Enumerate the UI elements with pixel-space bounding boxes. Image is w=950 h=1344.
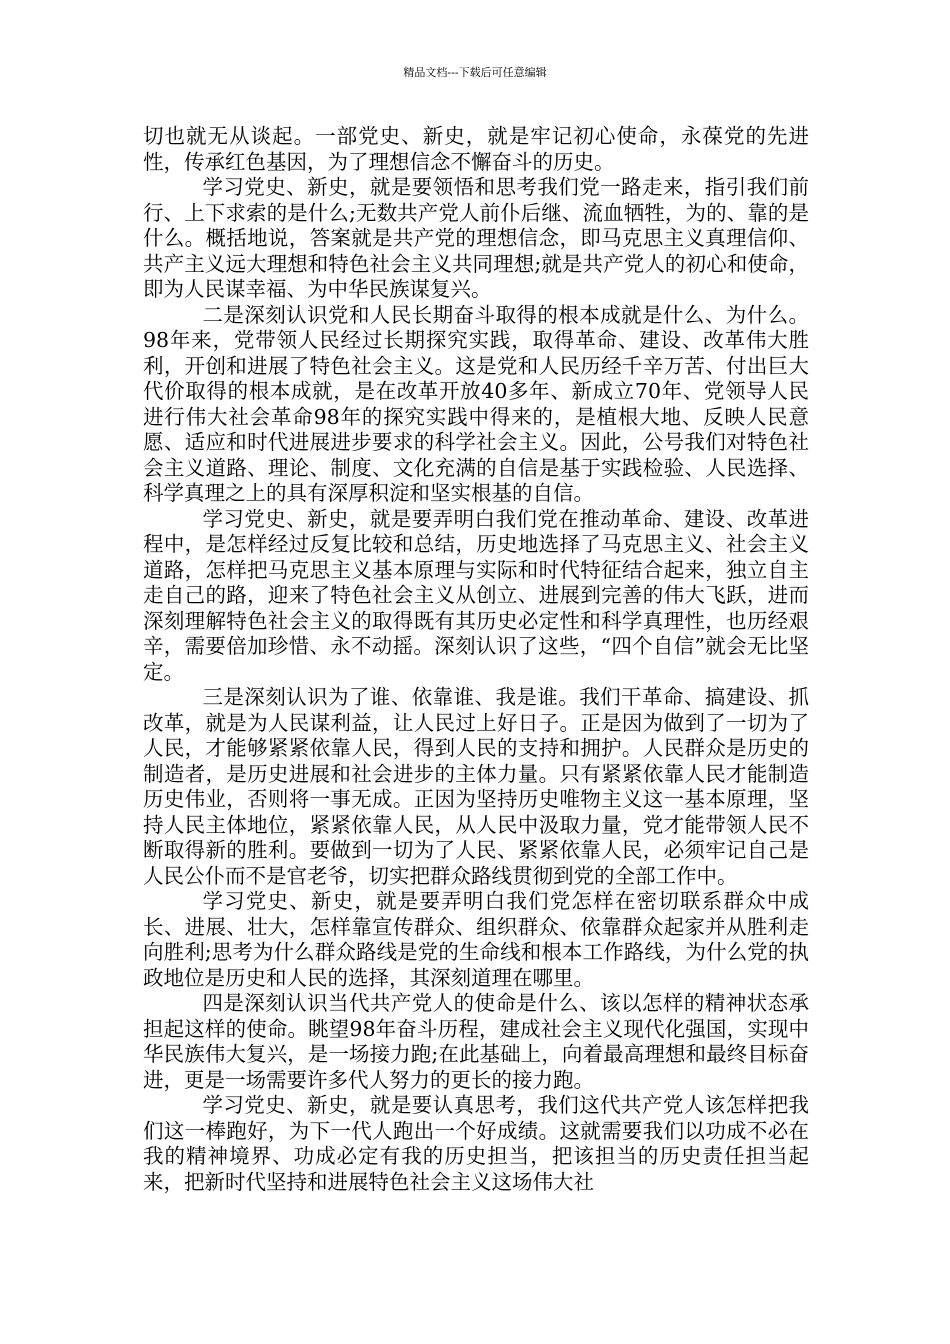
page-header: 精品文档---下载后可任意编辑 (403, 66, 547, 79)
paragraph-6: 学习党史、新史，就是要弄明白我们党怎样在密切联系群众中成长、进展、壮大，怎样靠宣传群众、组织群众、依靠群众起家并从胜利走向胜利;思考为什么群众路线是党的生命线和根本工作路线，为什么党的执政地位是历史和人民的选择，其深刻道理在哪里。 (143, 889, 809, 990)
paragraph-2: 学习党史、新史，就是要领悟和思考我们党一路走来，指引我们前行、上下求索的是什么;无数共产党人前仆后继、流血牺牲，为的、靠的是什么。概括地说，答案就是共产党的理想信念，即马克思主义真理信仰、共产主义远大理想和特色社会主义共同理想;就是共产党人的初心和使命，即为人民谋幸福、为中华民族谋复兴。 (143, 175, 809, 301)
paragraph-3: 二是深刻认识党和人民长期奋斗取得的根本成就是什么、为什么。98年来，党带领人民经过长期探究实践，取得革命、建设、改革伟大胜利，开创和进展了特色社会主义。这是党和人民历经千辛万苦、付出巨大代价取得的根本成就，是在改革开放40多年、新成立70年、党领导人民进行伟大社会革命98年的探究实践中得来的，是植根大地、反映人民意愿、适应和时代进展进步要求的科学社会主义。因此，公号我们对特色社会主义道路、理论、制度、文化充满的自信是基于实践检验、人民选择、科学真理之上的具有深厚积淀和坚实根基的自信。 (143, 302, 809, 505)
paragraph-1: 切也就无从谈起。一部党史、新史，就是牢记初心使命，永葆党的先进性，传承红色基因，为了理想信念不懈奋斗的历史。 (143, 124, 809, 174)
paragraph-4: 学习党史、新史，就是要弄明白我们党在推动革命、建设、改革进程中，是怎样经过反复比较和总结，历史地选择了马克思主义、社会主义道路，怎样把马克思主义基本原理与实际和时代特征结合起来，独立自主走自己的路，迎来了特色社会主义从创立、进展到完善的伟大飞跃，进而深刻理解特色社会主义的取得既有其历史必定性和科学真理性，也历经艰辛，需要倍加珍惜、永不动摇。深刻认识了这些，“四个自信”就会无比坚定。 (143, 506, 809, 684)
paragraph-8: 学习党史、新史，就是要认真思考，我们这代共产党人该怎样把我们这一棒跑好，为下一代人跑出一个好成绩。这就需要我们以功成不必在我的精神境界、功成必定有我的历史担当，把该担当的历史责任担当起来，把新时代坚持和进展特色社会主义这场伟大社 (143, 1093, 809, 1194)
paragraph-5: 三是深刻认识为了谁、依靠谁、我是谁。我们干革命、搞建设、抓改革，就是为人民谋利益，让人民过上好日子。正是因为做到了一切为了人民，才能够紧紧依靠人民，得到人民的支持和拥护。人民群众是历史的制造者，是历史进展和社会进步的主体力量。只有紧紧依靠人民才能制造历史伟业，否则将一事无成。正因为坚持历史唯物主义这一基本原理，坚持人民主体地位，紧紧依靠人民，从人民中汲取力量，党才能带领人民不断取得新的胜利。要做到一切为了人民、紧紧依靠人民，必须牢记自己是人民公仆而不是官老爷，切实把群众路线贯彻到党的全部工作中。 (143, 685, 809, 888)
paragraph-7: 四是深刻认识当代共产党人的使命是什么、该以怎样的精神状态承担起这样的使命。眺望98年奋斗历程，建成社会主义现代化强国，实现中华民族伟大复兴，是一场接力跑;在此基础上，向着最高理想和最终目标奋进，更是一场需要许多代人努力的更长的接力跑。 (143, 991, 809, 1092)
document-body (143, 124, 809, 1195)
